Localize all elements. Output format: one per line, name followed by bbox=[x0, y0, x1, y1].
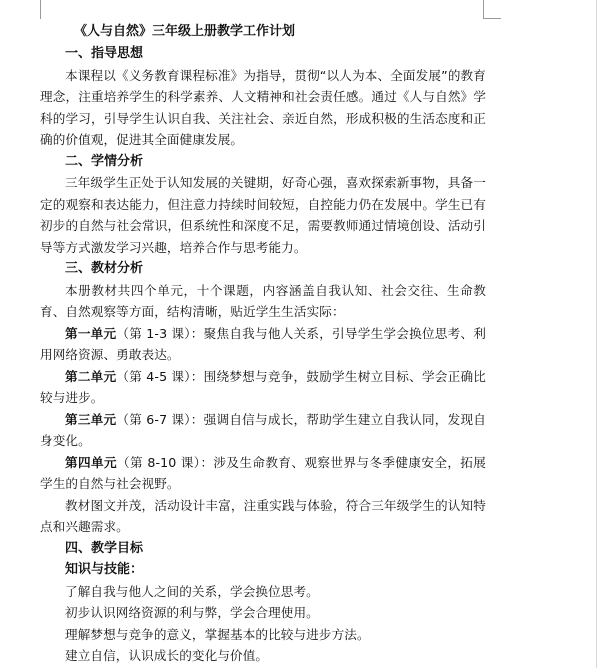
crop-mark-right-horizontal bbox=[483, 18, 501, 19]
unit-2-label: 第二单元 bbox=[65, 368, 117, 384]
unit-4-label: 第四单元 bbox=[65, 454, 117, 470]
document-title: 《人与自然》三年级上册教学工作计划 bbox=[74, 24, 296, 39]
section3-intro: 本册教材共四个单元，十个课题，内容涵盖自我认知、社会交往、生命教育、自然观察等方面，结构清晰，贴近学生生活实际： bbox=[40, 282, 486, 319]
unit-1-label: 第一单元 bbox=[65, 325, 117, 341]
unit-3-paragraph bbox=[40, 409, 486, 452]
section1-heading: 一、指导思想 bbox=[65, 46, 144, 61]
unit-1-text: （第 1-3 课）：聚焦自我与他人关系，引导学生学会换位思考、利用网络资源、勇敢表达。 bbox=[40, 325, 486, 362]
section2-heading: 二、学情分析 bbox=[65, 153, 144, 169]
document-body bbox=[40, 21, 486, 667]
unit-3-text: （第 6-7 课）：强调自信与成长，帮助学生建立自我认同，发现自身变化。 bbox=[40, 411, 486, 448]
crop-mark-left-vertical bbox=[40, 0, 41, 19]
unit-1-paragraph bbox=[40, 323, 486, 366]
section1-paragraph: 本课程以《义务教育课程标准》为指导，贯彻“以人为本、全面发展”的教育理念，注重培养学生的科学素养、人文精神和社会责任感。通过《人与自然》学科的学习，引导学生认识自我、关注社会、亲近自然，形成积极的生活态度和正确的价值观，促进其全面健康发展。 bbox=[40, 67, 486, 147]
section2-paragraph: 三年级学生正处于认知发展的关键期，好奇心强，喜欢探索新事物，具备一定的观察和表达能力，但注意力持续时间较短，自控能力仍在发展中。学生已有初步的自然与社会常识，但系统性和深度不足，需要教师通过情境创设、活动引导等方式激发学习兴趣，培养合作与思考能力。 bbox=[40, 175, 486, 255]
crop-mark-right-vertical bbox=[483, 0, 484, 19]
goal-item-4: 建立自信，认识成长的变化与价值。 bbox=[65, 648, 269, 663]
unit-3-label: 第三单元 bbox=[65, 411, 117, 427]
section4-subheading: 知识与技能： bbox=[65, 562, 144, 577]
page-edge-line bbox=[596, 0, 597, 668]
section3-outro: 教材图文并茂，活动设计丰富，注重实践与体验，符合三年级学生的认知特点和兴趣需求。 bbox=[40, 497, 486, 534]
unit-4-paragraph bbox=[40, 452, 486, 495]
section3-heading: 三、教材分析 bbox=[65, 261, 144, 276]
goal-item-2: 初步认识网络资源的利与弊，学会合理使用。 bbox=[65, 605, 319, 620]
unit-4-text: （第 8-10 课）：涉及生命教育、观察世界与冬季健康安全，拓展学生的自然与社会视野。 bbox=[40, 454, 486, 491]
unit-2-text: （第 4-5 课）：围绕梦想与竞争，鼓励学生树立目标、学会正确比较与进步。 bbox=[40, 368, 486, 405]
unit-2-paragraph bbox=[40, 366, 486, 409]
section4-heading: 四、教学目标 bbox=[65, 540, 144, 556]
goal-item-1: 了解自我与他人之间的关系，学会换位思考。 bbox=[65, 583, 319, 599]
goal-item-3: 理解梦想与竞争的意义，掌握基本的比较与进步方法。 bbox=[65, 626, 370, 642]
